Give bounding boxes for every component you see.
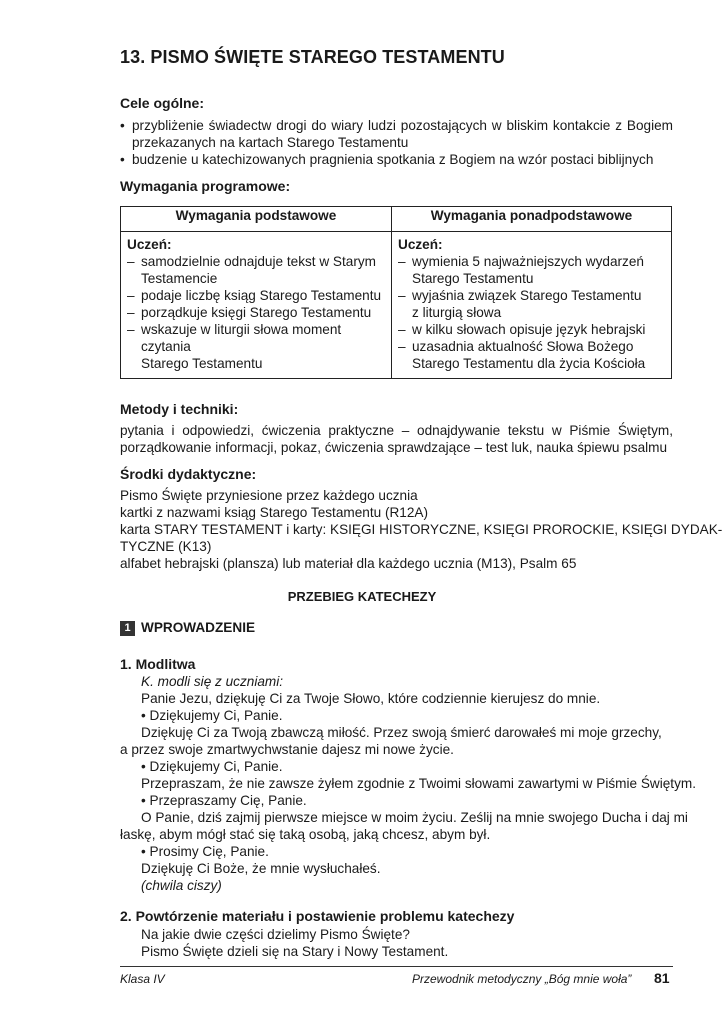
footer-divider xyxy=(120,966,673,967)
prayer-response: • Przepraszamy Cię, Panie. xyxy=(141,793,307,808)
student-label: Uczeń: xyxy=(398,237,443,252)
requirement-item: – wskazuje w liturgii słowa moment czytania Starego Testamentu xyxy=(127,322,342,371)
goal-item: • budzenie u katechizowanych pragnienia spotkania z Bogiem na wzór postaci biblijnych xyxy=(120,151,673,168)
prayer-line: O Panie, dziś zajmij pierwsze miejsce w moim życiu. Ześlij na mnie swojego Ducha i daj mi xyxy=(141,810,688,825)
student-label: Uczeń: xyxy=(127,237,172,252)
basic-header: Wymagania podstawowe xyxy=(121,207,392,232)
footer-guide-title: Przewodnik metodyczny „Bóg mnie woła” xyxy=(412,972,632,986)
requirement-item: – wymienia 5 najważniejszych wydarzeń Starego Testamentu xyxy=(398,254,644,286)
prayer-heading: 1. Modlitwa xyxy=(120,656,196,672)
means-line: Pismo Święte przyniesione przez każdego ucznia xyxy=(120,488,418,503)
requirement-item: – wyjaśnia związek Starego Testamentu z liturgią słowa xyxy=(398,288,642,320)
means-list xyxy=(120,487,723,572)
review-question: Na jakie dwie części dzielimy Pismo Święte? xyxy=(141,927,410,942)
means-heading: Środki dydaktyczne: xyxy=(120,466,257,482)
requirement-item: – podaje liczbę ksiąg Starego Testamentu xyxy=(127,288,382,303)
prayer-response: • Prosimy Cię, Panie. xyxy=(141,844,269,859)
goals-heading: Cele ogólne: xyxy=(120,95,205,111)
prayer-instruction: K. modli się z uczniami: xyxy=(141,674,284,689)
prayer-line: Dziękuję Ci Boże, że mnie wysłuchałeś. xyxy=(141,861,381,876)
means-line: karta STARY TESTAMENT i karty: KSIĘGI HISTORYCZNE, KSIĘGI PROROCKIE, KSIĘGI DYDAK- xyxy=(120,522,723,537)
page-title: 13. PISMO ŚWIĘTE STAREGO TESTAMENTU xyxy=(120,47,505,67)
means-line: TYCZNE (K13) xyxy=(120,539,212,554)
prayer-line: Przepraszam, że nie zawsze żyłem zgodnie z Twoimi słowami zawartymi w Piśmie Świętym. xyxy=(141,776,696,791)
page-number: 81 xyxy=(654,970,670,986)
prayer-line: Panie Jezu, dziękuję Ci za Twoje Słowo, które codziennie kierujesz do mnie. xyxy=(141,691,601,706)
goals-list xyxy=(120,117,673,168)
review-answer: Pismo Święte dzieli się na Stary i Nowy Testament. xyxy=(141,944,449,959)
prayer-line: łaskę, abym mógł stać się taką osobą, jaką chcesz, abym był. xyxy=(120,827,491,842)
prayer-response: • Dziękujemy Ci, Panie. xyxy=(141,708,283,723)
prayer-line: Dziękuję Ci za Twoją zbawczą miłość. Przez swoją śmierć darowałeś mi moje grzechy, xyxy=(141,725,662,740)
prayer-text xyxy=(120,673,696,894)
advanced-header: Wymagania ponadpodstawowe xyxy=(392,207,672,232)
basic-cell xyxy=(121,232,392,379)
przebieg-heading: PRZEBIEG KATECHEZY xyxy=(287,589,437,604)
review-text xyxy=(120,926,673,960)
advanced-cell xyxy=(392,232,672,379)
requirement-item: – uzasadnia aktualność Słowa Bożego Starego Testamentu dla życia Kościoła xyxy=(398,339,646,371)
section-number: 1 xyxy=(120,621,135,636)
requirement-item: – porządkuje księgi Starego Testamentu xyxy=(127,305,372,320)
section-title: WPROWADZENIE xyxy=(141,620,256,635)
requirement-item: – w kilku słowach opisuje język hebrajski xyxy=(398,322,646,337)
requirements-table xyxy=(120,206,672,379)
footer-class: Klasa IV xyxy=(120,972,165,986)
goal-item: • przybliżenie świadectw drogi do wiary ludzi pozostających w bliskim kontakcie z Bogiem przekazanych na kartach Starego Testamentu xyxy=(120,117,673,151)
review-heading: 2. Powtórzenie materiału i postawienie problemu katechezy xyxy=(120,908,515,924)
prayer-line: a przez swoje zmartwychwstanie dajesz mi nowe życie. xyxy=(120,742,454,757)
means-line: kartki z nazwami ksiąg Starego Testamentu (R12A) xyxy=(120,505,429,520)
requirements-heading: Wymagania programowe: xyxy=(120,178,291,194)
prayer-pause: (chwila ciszy) xyxy=(141,878,222,893)
prayer-response: • Dziękujemy Ci, Panie. xyxy=(141,759,283,774)
methods-text: pytania i odpowiedzi, ćwiczenia praktyczne – odnajdywanie tekstu w Piśmie Świętym, porządkowanie informacji, pokaz, ćwiczenia sprawdzające – test luk, nauka śpiewu psalmu xyxy=(120,423,673,455)
means-line: alfabet hebrajski (plansza) lub materiał dla każdego ucznia (M13), Psalm 65 xyxy=(120,556,577,571)
requirement-item: – samodzielnie odnajduje tekst w Starym Testamencie xyxy=(127,254,376,286)
section-heading xyxy=(120,620,255,636)
methods-heading: Metody i techniki: xyxy=(120,401,239,417)
